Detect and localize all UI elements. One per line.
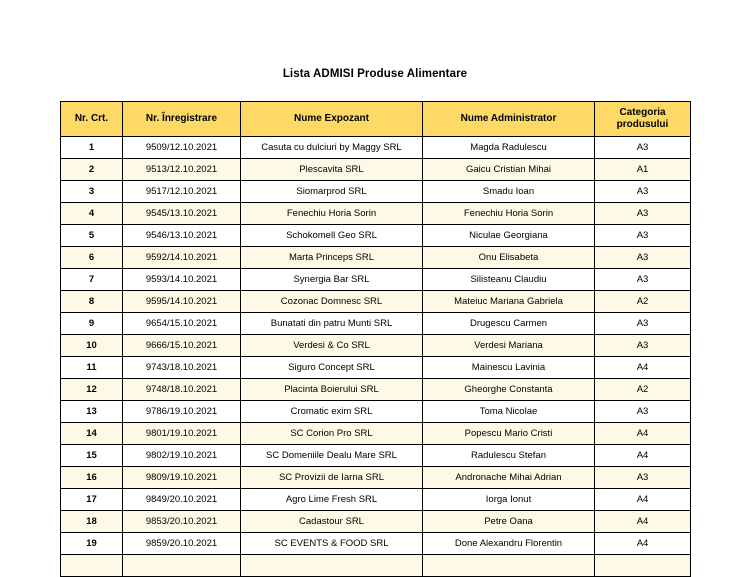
cell-nume-administrator: Niculae Georgiana — [423, 225, 595, 247]
table-row — [61, 489, 691, 511]
cell-nr-crt: 1 — [61, 137, 123, 159]
cell-nr-crt: 7 — [61, 269, 123, 291]
cell-nr-inregistrare: 9517/12.10.2021 — [123, 181, 241, 203]
cell-nume-expozant: Verdesi & Co SRL — [241, 335, 423, 357]
cell-nr-crt: 4 — [61, 203, 123, 225]
cell-nume-administrator: Iorga Ionut — [423, 489, 595, 511]
cell-nume-administrator: Smadu Ioan — [423, 181, 595, 203]
cell-categoria-produsului: A2 — [595, 291, 691, 313]
table-row — [61, 467, 691, 489]
table-row — [61, 203, 691, 225]
table-row — [61, 247, 691, 269]
cell-nume-administrator: Fenechiu Horia Sorin — [423, 203, 595, 225]
cell-nr-inregistrare: 9748/18.10.2021 — [123, 379, 241, 401]
cell-nume-administrator: Popescu Mario Cristi — [423, 423, 595, 445]
cell-nume-expozant: Placinta Boierului SRL — [241, 379, 423, 401]
cell-categoria-produsului: A4 — [595, 533, 691, 555]
cell-nume-administrator: Andronache Mihai Adrian — [423, 467, 595, 489]
cell-categoria-produsului: A4 — [595, 357, 691, 379]
table-container — [60, 80, 690, 577]
cell-nume-expozant: Synergia Bar SRL — [241, 269, 423, 291]
cell-nume-administrator: Magda Radulescu — [423, 137, 595, 159]
cell-nr-crt: 11 — [61, 357, 123, 379]
table-row — [61, 423, 691, 445]
cell-nr-crt: 15 — [61, 445, 123, 467]
cell-categoria-produsului: A3 — [595, 181, 691, 203]
cell-nr-crt: 3 — [61, 181, 123, 203]
cell-nume-administrator: Drugescu Carmen — [423, 313, 595, 335]
cell-nume-expozant: Cadastour SRL — [241, 511, 423, 533]
cell-categoria-produsului — [595, 555, 691, 577]
table-row — [61, 533, 691, 555]
column-header-nume-administrator: Nume Administrator — [423, 102, 595, 137]
cell-categoria-produsului: A3 — [595, 269, 691, 291]
cell-nr-inregistrare: 9545/13.10.2021 — [123, 203, 241, 225]
cell-categoria-produsului: A3 — [595, 467, 691, 489]
table-row — [61, 291, 691, 313]
table-row — [61, 269, 691, 291]
cell-nr-crt: 2 — [61, 159, 123, 181]
cell-nume-expozant: Siomarprod SRL — [241, 181, 423, 203]
cell-categoria-produsului: A3 — [595, 203, 691, 225]
cell-nr-inregistrare: 9592/14.10.2021 — [123, 247, 241, 269]
page-title: Lista ADMISI Produse Alimentare — [282, 68, 468, 80]
cell-nr-inregistrare: 9786/19.10.2021 — [123, 401, 241, 423]
cell-categoria-produsului: A3 — [595, 335, 691, 357]
cell-nume-administrator: Radulescu Stefan — [423, 445, 595, 467]
cell-nr-crt: 12 — [61, 379, 123, 401]
cell-nume-expozant: Bunatati din patru Munti SRL — [241, 313, 423, 335]
table-row — [61, 335, 691, 357]
cell-nr-inregistrare: 9809/19.10.2021 — [123, 467, 241, 489]
cell-nr-inregistrare: 9593/14.10.2021 — [123, 269, 241, 291]
cell-nr-crt: 10 — [61, 335, 123, 357]
cell-nr-inregistrare: 9654/15.10.2021 — [123, 313, 241, 335]
cell-nr-crt: 5 — [61, 225, 123, 247]
column-header-nume-expozant: Nume Expozant — [241, 102, 423, 137]
cell-nume-expozant: SC Corion Pro SRL — [241, 423, 423, 445]
cell-nume-administrator: Gheorghe Constanta — [423, 379, 595, 401]
cell-nr-crt: 9 — [61, 313, 123, 335]
cell-nr-crt — [61, 555, 123, 577]
cell-nume-administrator: Done Alexandru Florentin — [423, 533, 595, 555]
cell-nume-administrator: Toma Nicolae — [423, 401, 595, 423]
cell-nume-expozant: Siguro Concept SRL — [241, 357, 423, 379]
cell-nume-expozant — [241, 555, 423, 577]
cell-nume-administrator: Petre Oana — [423, 511, 595, 533]
cell-nume-expozant: SC Domeniile Dealu Mare SRL — [241, 445, 423, 467]
cell-nr-inregistrare: 9546/13.10.2021 — [123, 225, 241, 247]
cell-nr-crt: 6 — [61, 247, 123, 269]
cell-categoria-produsului: A4 — [595, 489, 691, 511]
cell-nr-crt: 8 — [61, 291, 123, 313]
cell-nr-inregistrare: 9849/20.10.2021 — [123, 489, 241, 511]
table-row — [61, 357, 691, 379]
table-header — [61, 102, 691, 137]
cell-categoria-produsului: A1 — [595, 159, 691, 181]
cell-nr-inregistrare: 9743/18.10.2021 — [123, 357, 241, 379]
cell-nume-administrator: Gaicu Cristian Mihai — [423, 159, 595, 181]
cell-nume-administrator: Verdesi Mariana — [423, 335, 595, 357]
cell-nr-inregistrare: 9595/14.10.2021 — [123, 291, 241, 313]
table-header-row — [61, 102, 691, 137]
cell-nr-inregistrare: 9513/12.10.2021 — [123, 159, 241, 181]
cell-nume-expozant: Marta Princeps SRL — [241, 247, 423, 269]
cell-nr-inregistrare: 9801/19.10.2021 — [123, 423, 241, 445]
cell-categoria-produsului: A4 — [595, 423, 691, 445]
cell-categoria-produsului: A3 — [595, 247, 691, 269]
cell-nr-crt: 19 — [61, 533, 123, 555]
table-row — [61, 159, 691, 181]
cell-nr-crt: 16 — [61, 467, 123, 489]
cell-categoria-produsului: A3 — [595, 313, 691, 335]
table-body — [61, 137, 691, 577]
cell-nume-expozant: SC EVENTS & FOOD SRL — [241, 533, 423, 555]
column-header-nr-inregistrare: Nr. Înregistrare — [123, 102, 241, 137]
cell-categoria-produsului: A4 — [595, 445, 691, 467]
exhibitors-table — [60, 101, 691, 577]
column-header-categoria-produsului: Categoria produsului — [595, 102, 691, 137]
cell-nr-crt: 17 — [61, 489, 123, 511]
table-row — [61, 555, 691, 577]
cell-nr-inregistrare: 9859/20.10.2021 — [123, 533, 241, 555]
cell-nr-inregistrare: 9853/20.10.2021 — [123, 511, 241, 533]
cell-nume-administrator — [423, 555, 595, 577]
cell-nume-expozant: Cozonac Domnesc SRL — [241, 291, 423, 313]
column-header-nr-crt: Nr. Crt. — [61, 102, 123, 137]
cell-nr-inregistrare: 9509/12.10.2021 — [123, 137, 241, 159]
cell-nr-inregistrare — [123, 555, 241, 577]
cell-nr-inregistrare: 9666/15.10.2021 — [123, 335, 241, 357]
cell-nume-administrator: Onu Elisabeta — [423, 247, 595, 269]
cell-nume-expozant: SC Provizii de Iarna SRL — [241, 467, 423, 489]
table-row — [61, 137, 691, 159]
table-row — [61, 511, 691, 533]
cell-categoria-produsului: A3 — [595, 401, 691, 423]
cell-nume-expozant: Cromatic exim SRL — [241, 401, 423, 423]
cell-nume-expozant: Schokomell Geo SRL — [241, 225, 423, 247]
cell-nr-crt: 14 — [61, 423, 123, 445]
table-row — [61, 181, 691, 203]
cell-nume-expozant: Fenechiu Horia Sorin — [241, 203, 423, 225]
cell-nume-expozant: Agro Lime Fresh SRL — [241, 489, 423, 511]
cell-nume-administrator: Silisteanu Claudiu — [423, 269, 595, 291]
table-row — [61, 445, 691, 467]
table-row — [61, 401, 691, 423]
cell-nr-crt: 13 — [61, 401, 123, 423]
cell-categoria-produsului: A2 — [595, 379, 691, 401]
cell-nume-expozant: Casuta cu dulciuri by Maggy SRL — [241, 137, 423, 159]
cell-nume-administrator: Mainescu Lavinia — [423, 357, 595, 379]
cell-nume-administrator: Mateiuc Mariana Gabriela — [423, 291, 595, 313]
table-row — [61, 379, 691, 401]
table-row — [61, 225, 691, 247]
cell-categoria-produsului: A3 — [595, 225, 691, 247]
cell-categoria-produsului: A4 — [595, 511, 691, 533]
table-row — [61, 313, 691, 335]
cell-nr-crt: 18 — [61, 511, 123, 533]
cell-nume-expozant: Plescavita SRL — [241, 159, 423, 181]
cell-nr-inregistrare: 9802/19.10.2021 — [123, 445, 241, 467]
cell-categoria-produsului: A3 — [595, 137, 691, 159]
